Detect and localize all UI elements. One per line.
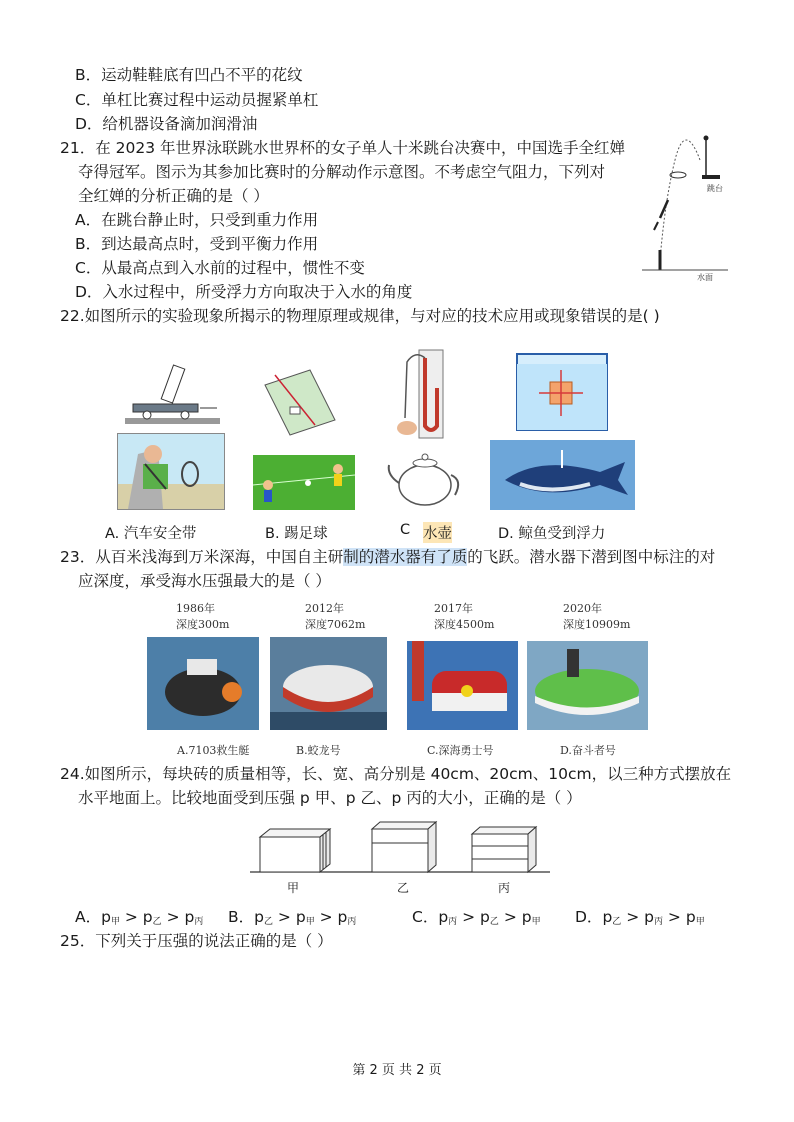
- ball-force-figure: [260, 365, 340, 440]
- q25-stem: 25．下列关于压强的说法正确的是（ ）: [60, 932, 333, 950]
- q21-option-c: C．从最高点到入水前的过程中，惯性不变: [75, 259, 365, 277]
- page-footer: 第 2 页 共 2 页: [352, 1063, 442, 1078]
- q20-option-c: C．单杠比赛过程中运动员握紧单杠: [75, 91, 319, 109]
- q24-stem-line2: 水平地面上。比较地面受到压强 p 甲、p 乙、p 丙的大小，正确的是（ ）: [78, 789, 582, 807]
- q20-option-b: B．运动鞋鞋底有凹凸不平的花纹: [75, 66, 303, 84]
- q22-option-c-text: 水壶: [423, 522, 452, 543]
- q22-stem: 22.如图所示的实验现象所揭示的物理原理或规律，与对应的技术应用或现象错误的是( ): [60, 307, 660, 325]
- car-seatbelt-image: [117, 433, 225, 510]
- brick-label-jia: 甲: [287, 881, 300, 895]
- submersible-b-image: [270, 637, 387, 730]
- sub-c-caption: C.深海勇士号: [427, 744, 494, 757]
- brick-arrangement-figure: [250, 815, 550, 877]
- sub-a-year: 1986年: [176, 602, 215, 615]
- q22-option-b: B. 踢足球: [265, 526, 328, 542]
- sub-c-depth: 深度4500m: [434, 618, 495, 631]
- cart-inertia-figure: [125, 360, 220, 435]
- sub-c-year: 2017年: [434, 602, 473, 615]
- sub-d-caption: D.奋斗者号: [560, 744, 616, 757]
- u-tube-figure: [395, 348, 465, 443]
- platform-label: 跳台: [707, 184, 723, 193]
- sub-a-depth: 深度300m: [176, 618, 230, 631]
- q22-option-a: A. 汽车安全带: [105, 526, 197, 542]
- q24-option-d: D．p乙 > p丙 > p甲: [575, 908, 705, 927]
- sub-a-caption: A.7103救生艇: [177, 744, 250, 757]
- sub-b-caption: B.蛟龙号: [296, 744, 341, 757]
- sub-b-depth: 深度7062m: [305, 618, 366, 631]
- q24-stem-line1: 24.如图所示，每块砖的质量相等，长、宽、高分别是 40cm、20cm、10cm，以三种方式摆放在: [60, 765, 732, 783]
- sub-d-depth: 深度10909m: [563, 618, 631, 631]
- brick-label-bing: 丙: [498, 881, 511, 895]
- q20-option-d: D．给机器设备滴加润滑油: [75, 115, 258, 133]
- submersible-a-image: [147, 637, 259, 730]
- diver-figure: [640, 130, 730, 280]
- q21-stem-line3: 全红婵的分析正确的是（ ）: [78, 187, 269, 205]
- teapot-image: [385, 445, 465, 510]
- q23-stem-line2: 应深度，承受海水压强最大的是（ ）: [78, 572, 331, 590]
- submersible-c-image: [407, 641, 518, 730]
- submersible-d-image: [527, 641, 648, 730]
- q21-option-d: D．入水过程中，所受浮力方向取决于入水的角度: [75, 283, 413, 301]
- sub-b-year: 2012年: [305, 602, 344, 615]
- brick-label-yi: 乙: [397, 881, 410, 895]
- buoyancy-tank-figure: [515, 352, 610, 432]
- q24-option-c: C．p丙 > p乙 > p甲: [412, 908, 541, 927]
- q21-option-b: B．到达最高点时，受到平衡力作用: [75, 235, 319, 253]
- q23-stem-line1: [60, 546, 715, 568]
- q21-stem-line2: 夺得冠军。图示为其参加比赛时的分解动作示意图。不考虑空气阻力，下列对: [78, 163, 606, 181]
- sub-d-year: 2020年: [563, 602, 602, 615]
- water-surface-label: 水面: [697, 273, 713, 282]
- soccer-image: [253, 455, 355, 510]
- q23-stem-pre: 23．从百米浅海到万米深海，中国自主研: [60, 548, 344, 566]
- q22-option-c-letter: C: [400, 522, 411, 538]
- q24-option-b: B．p乙 > p甲 > p丙: [228, 908, 357, 927]
- q24-option-a: A．p甲 > p乙 > p丙: [75, 908, 204, 927]
- q21-option-a: A．在跳台静止时，只受到重力作用: [75, 211, 319, 229]
- q22-option-d: D. 鲸鱼受到浮力: [498, 526, 606, 542]
- whale-image: [490, 440, 635, 510]
- q23-stem-post: 的飞跃。潜水器下潜到图中标注的对: [467, 548, 716, 566]
- q23-stem-highlight: 制的潜水器有了质: [343, 548, 468, 566]
- q21-stem-line1: 21．在 2023 年世界泳联跳水世界杯的女子单人十米跳台决赛中，中国选手全红婵: [60, 139, 626, 157]
